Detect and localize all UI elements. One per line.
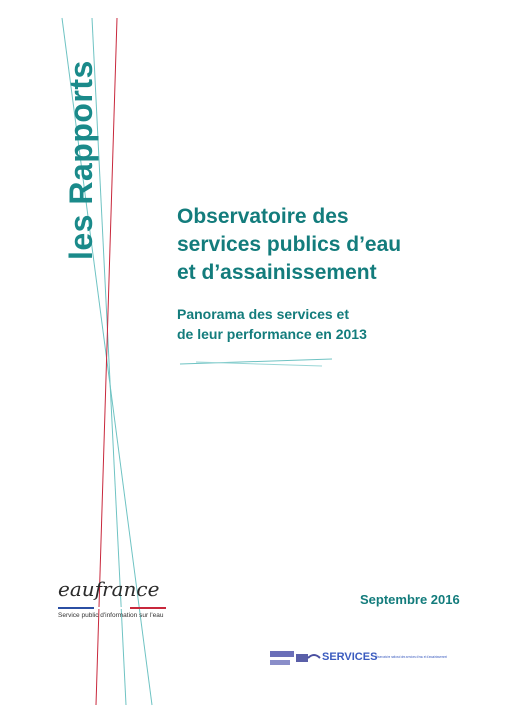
logo-block bbox=[296, 654, 308, 662]
services-observatoire-logo bbox=[270, 648, 450, 670]
report-title-line: et d’assainissement bbox=[177, 261, 377, 284]
logo-wave-icon bbox=[308, 655, 320, 658]
report-title-line: services publics d’eau bbox=[177, 233, 402, 256]
eaufrance-logo bbox=[50, 577, 170, 627]
report-title bbox=[177, 203, 497, 287]
tricolor-bar-icon bbox=[58, 606, 166, 610]
eaufrance-wordmark: eaufrance bbox=[58, 577, 160, 601]
separator-line-teal bbox=[180, 359, 332, 364]
logo-block bbox=[270, 651, 294, 657]
services-wordmark: SERVICES bbox=[322, 651, 378, 663]
report-subtitle bbox=[177, 304, 497, 344]
publication-date: Septembre 2016 bbox=[360, 592, 460, 607]
series-label: les Rapports bbox=[63, 60, 99, 260]
eaufrance-tagline: Service public d'information sur l'eau bbox=[58, 612, 164, 619]
separator-line-light bbox=[196, 362, 322, 366]
report-title-line: Observatoire des bbox=[177, 205, 349, 228]
report-subtitle-line: de leur performance en 2013 bbox=[177, 326, 367, 342]
report-subtitle-line: Panorama des services et bbox=[177, 306, 349, 322]
logo-block bbox=[270, 660, 290, 665]
services-caption: Observatoire national des services d'eau et d'assainissement bbox=[375, 654, 448, 659]
